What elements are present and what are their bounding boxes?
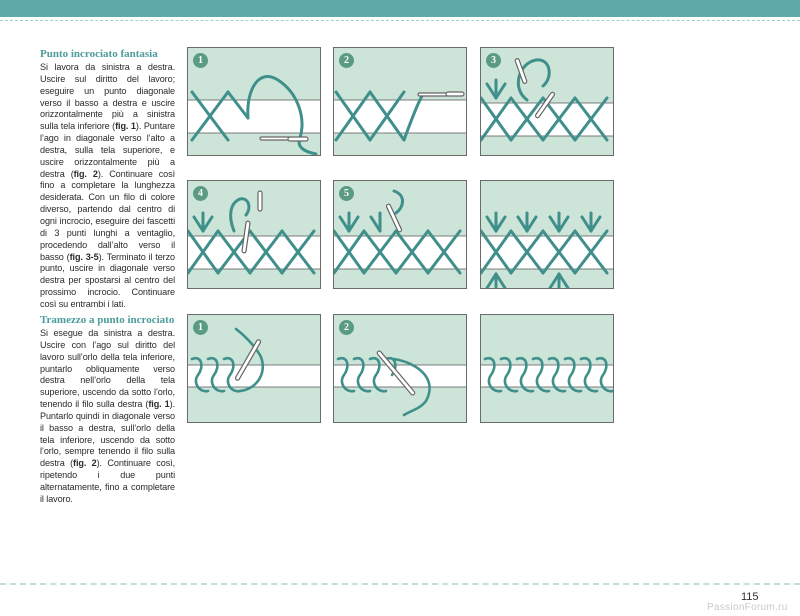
figure-panel	[480, 47, 614, 156]
page-number: 115	[741, 591, 759, 603]
stitch-illustration	[188, 181, 321, 289]
footer-divider	[0, 583, 800, 585]
figure-number-badge: 4	[193, 186, 208, 201]
figure-panel	[333, 314, 467, 423]
section-body	[40, 62, 175, 311]
body-text: ). Continuare così, ripetendo i due punti alternatamente, fino a completare il lavoro.	[40, 458, 175, 504]
figure-panel	[187, 314, 321, 423]
header-bar	[0, 0, 800, 17]
body-text: ). Puntare l’ago in diagonale verso l’alto a destra, sulla tela superiore, e uscire orizzontalmente più a destra (	[40, 121, 175, 179]
body-text: ). Continuare così fino a completare la lunghezza desiderata. Con un filo di colore diverso, partendo dal centro di ogni incrocio, eseguire dei fascetti di 3 punti lunghi a ventaglio, procedendo dall’alto verso il basso (	[40, 168, 175, 262]
figure-panel	[333, 47, 467, 156]
figure-number-badge: 2	[339, 53, 354, 68]
figure-number-badge: 2	[339, 320, 354, 335]
body-text: Si lavora da sinistra a destra. Uscire sul diritto del lavoro; eseguire un punto diagonale verso il basso a destra e uscire orizzontalmente più a sinistra sulla tela inferiore (	[40, 62, 175, 132]
section-punto-incrociato-fantasia	[40, 47, 175, 311]
figure-panel	[480, 180, 614, 289]
section-tramezzo-punto-incrociato	[40, 313, 175, 506]
section-body	[40, 328, 175, 506]
body-text: ). Terminato il terzo punto, uscire in diagonale verso destra per spostarsi al centro del prossimo incrocio. Continuare così su entrambi i lati.	[40, 251, 175, 309]
figure-number-badge: 1	[193, 320, 208, 335]
stitch-illustration	[188, 315, 321, 423]
figure-number-badge: 3	[486, 53, 501, 68]
figure-panel	[187, 180, 321, 289]
figure-panel	[480, 314, 614, 423]
figure-number-badge: 1	[193, 53, 208, 68]
figure-ref: fig. 2	[73, 168, 98, 179]
section-title: Tramezzo a punto incrociato	[40, 314, 175, 326]
body-text: ). Puntarlo quindi in diagonale verso il basso a destra, sull’orlo della tela inferiore, uscendo da sotto l’orlo, sempre tenendo il filo sulla destra (	[40, 399, 175, 469]
section-title: Punto incrociato fantasia	[40, 48, 158, 60]
stitch-illustration	[334, 48, 467, 156]
stitch-illustration	[334, 181, 467, 289]
stitch-illustration	[481, 181, 614, 289]
stitch-illustration	[188, 48, 321, 156]
figure-ref: fig. 2	[73, 458, 97, 469]
stitch-illustration	[334, 315, 467, 423]
figure-panel	[333, 180, 467, 289]
header-divider	[0, 20, 800, 21]
figure-ref: fig. 1	[115, 121, 136, 132]
figure-ref: fig. 1	[148, 399, 170, 410]
watermark: PassionForum.ru	[707, 602, 788, 613]
figure-number-badge: 5	[339, 186, 354, 201]
figure-panel	[187, 47, 321, 156]
figure-ref: fig. 3-5	[69, 251, 99, 262]
body-text: Si esegue da sinistra a destra. Uscire con l’ago sul diritto del lavoro sull’orlo della tela inferiore, puntarlo obliquamente verso destra nell’orlo della tela superiore, uscendo da sotto l’orlo, tenendo il filo sulla destra (	[40, 328, 175, 410]
stitch-illustration	[481, 48, 614, 156]
stitch-illustration	[481, 315, 614, 423]
